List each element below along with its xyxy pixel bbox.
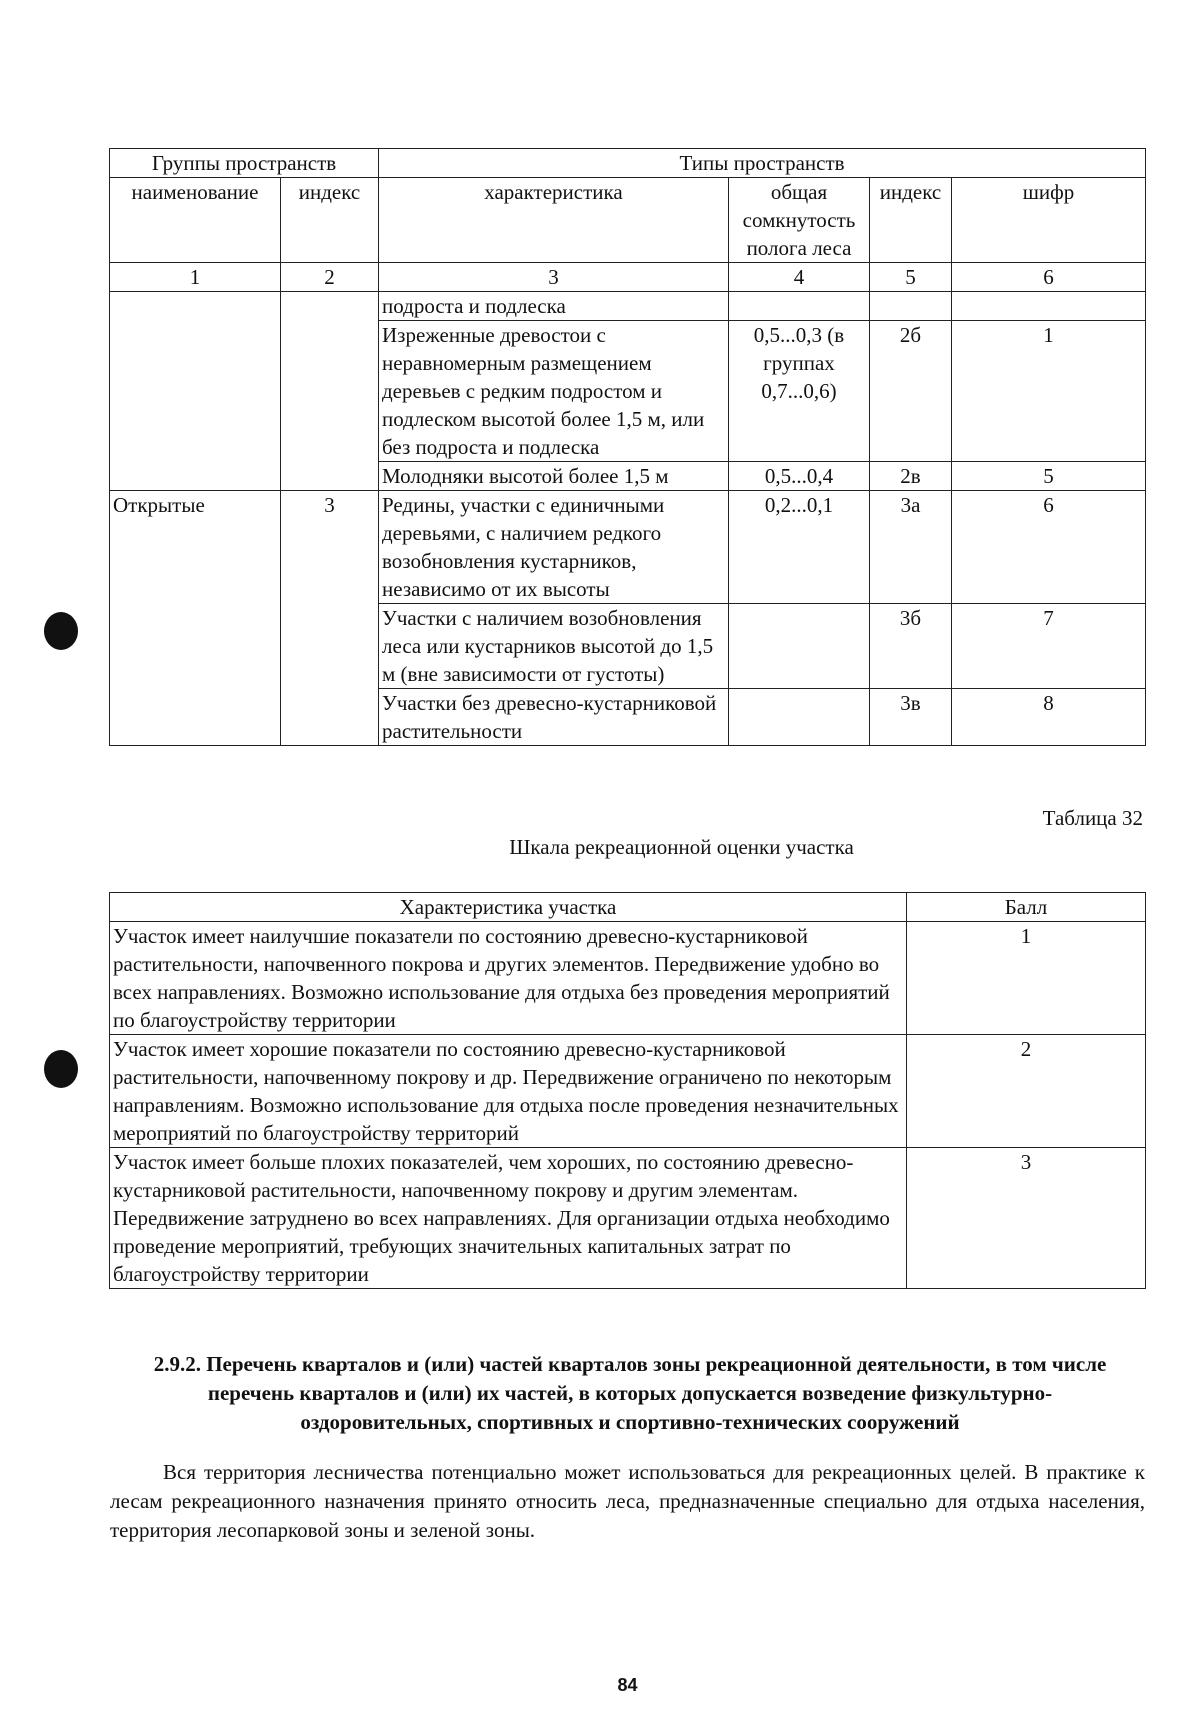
space-characteristic: Участки с наличием возобновления леса или кустарников высотой до 1,5 м (вне зависимости от густоты): [379, 604, 729, 689]
group-name: [110, 292, 281, 321]
header-closure: общая сомкнутость полога леса: [729, 178, 870, 263]
group-index: [281, 321, 379, 462]
plot-characteristic: Участок имеет больше плохих показателей, чем хороших, по состоянию древесно-кустарниковой растительности, напочвенному покрову и другим элементам. Передвижение затруднено во всех направлениях. Для организации отдыха необходимо проведение мероприятий, требующих значительных капитальных затрат по благоустройству территории: [110, 1148, 907, 1289]
group-name: [110, 689, 281, 746]
table-header-row: [110, 178, 1146, 263]
binder-hole: [44, 612, 78, 650]
group-name: [110, 604, 281, 689]
table-row: [110, 689, 1146, 746]
table-header-row: [110, 149, 1146, 178]
table-row: [110, 462, 1146, 491]
space-index: 3б: [870, 604, 952, 689]
plot-score: 1: [907, 922, 1146, 1035]
column-number: 5: [870, 263, 952, 292]
plot-characteristic: Участок имеет наилучшие показатели по состоянию древесно-кустарниковой растительности, напочвенного покрова и других элементов. Передвижение удобно во всех направлениях. Возможно использование для отдыха без проведения мероприятий по благоустройству территории: [110, 922, 907, 1035]
group-index: [281, 689, 379, 746]
group-name: [110, 321, 281, 462]
group-index: [281, 292, 379, 321]
table-row: [110, 292, 1146, 321]
table-row: [110, 1035, 1146, 1148]
plot-score: 2: [907, 1035, 1146, 1148]
space-code: 7: [952, 604, 1146, 689]
header-code: шифр: [952, 178, 1146, 263]
section-heading: 2.9.2. Перечень кварталов и (или) частей кварталов зоны рекреационной деятельности, в том числе перечень кварталов и (или) их частей, в которых допускается возведение физкультурно-оздоровительных, спортивных и спортивно-технических сооружений: [153, 1352, 1107, 1434]
column-number: 3: [379, 263, 729, 292]
space-code: 8: [952, 689, 1146, 746]
binder-hole: [44, 1050, 78, 1088]
space-characteristic: подроста и подлеска: [379, 292, 729, 321]
space-closure: [729, 292, 870, 321]
group-index: [281, 604, 379, 689]
space-closure: [729, 689, 870, 746]
header-name: наименование: [110, 178, 281, 263]
column-number-row: [110, 263, 1146, 292]
table-number-caption: Таблица 32: [1042, 806, 1143, 830]
table-row: [110, 321, 1146, 462]
table-row: [110, 604, 1146, 689]
section-paragraph: Вся территория лесничества потенциально может использоваться для рекреационных целей. В практике к лесам рекреационного назначения принято относить леса, предназначенные специально для отдыха населения, территория лесопарковой зоны и зеленой зоны.: [110, 1460, 1145, 1542]
space-types-table: [109, 148, 1146, 746]
space-index: [870, 292, 952, 321]
space-closure: [729, 604, 870, 689]
header-index: индекс: [281, 178, 379, 263]
table-title: Шкала рекреационной оценки участка: [509, 835, 854, 859]
plot-score: 3: [907, 1148, 1146, 1289]
recreation-score-table: [109, 892, 1146, 1289]
space-index: 3в: [870, 689, 952, 746]
space-closure: 0,5...0,3 (в группах 0,7...0,6): [729, 321, 870, 462]
space-code: 6: [952, 491, 1146, 604]
space-characteristic: Участки без древесно-кустарниковой растительности: [379, 689, 729, 746]
space-index: 2в: [870, 462, 952, 491]
space-code: [952, 292, 1146, 321]
header-index2: индекс: [870, 178, 952, 263]
header-characteristic: Характеристика участка: [110, 893, 907, 922]
group-name: [110, 462, 281, 491]
table-row: [110, 1148, 1146, 1289]
space-closure: 0,5...0,4: [729, 462, 870, 491]
column-number: 4: [729, 263, 870, 292]
space-code: 5: [952, 462, 1146, 491]
space-characteristic: Изреженные древостои с неравномерным размещением деревьев с редким подростом и подлеском высотой более 1,5 м, или без подроста и подлеска: [379, 321, 729, 462]
column-number: 6: [952, 263, 1146, 292]
group-index: 3: [281, 491, 379, 604]
table-row: [110, 922, 1146, 1035]
header-score: Балл: [907, 893, 1146, 922]
column-number: 1: [110, 263, 281, 292]
table-row: [110, 491, 1146, 604]
group-name: Открытые: [110, 491, 281, 604]
group-index: [281, 462, 379, 491]
header-types: Типы пространств: [379, 149, 1146, 178]
space-index: 2б: [870, 321, 952, 462]
space-code: 1: [952, 321, 1146, 462]
space-characteristic: Молодняки высотой более 1,5 м: [379, 462, 729, 491]
space-characteristic: Редины, участки с единичными деревьями, с наличием редкого возобновления кустарников, независимо от их высоты: [379, 491, 729, 604]
table-header-row: [110, 893, 1146, 922]
column-number: 2: [281, 263, 379, 292]
header-characteristic: характеристика: [379, 178, 729, 263]
plot-characteristic: Участок имеет хорошие показатели по состоянию древесно-кустарниковой растительности, напочвенному покрову и др. Передвижение ограничено по некоторым направлениям. Возможно использование для отдыха после проведения незначительных мероприятий по благоустройству территорий: [110, 1035, 907, 1148]
page-number: 84: [617, 1675, 638, 1695]
space-closure: 0,2...0,1: [729, 491, 870, 604]
header-groups: Группы пространств: [110, 149, 379, 178]
space-index: 3а: [870, 491, 952, 604]
